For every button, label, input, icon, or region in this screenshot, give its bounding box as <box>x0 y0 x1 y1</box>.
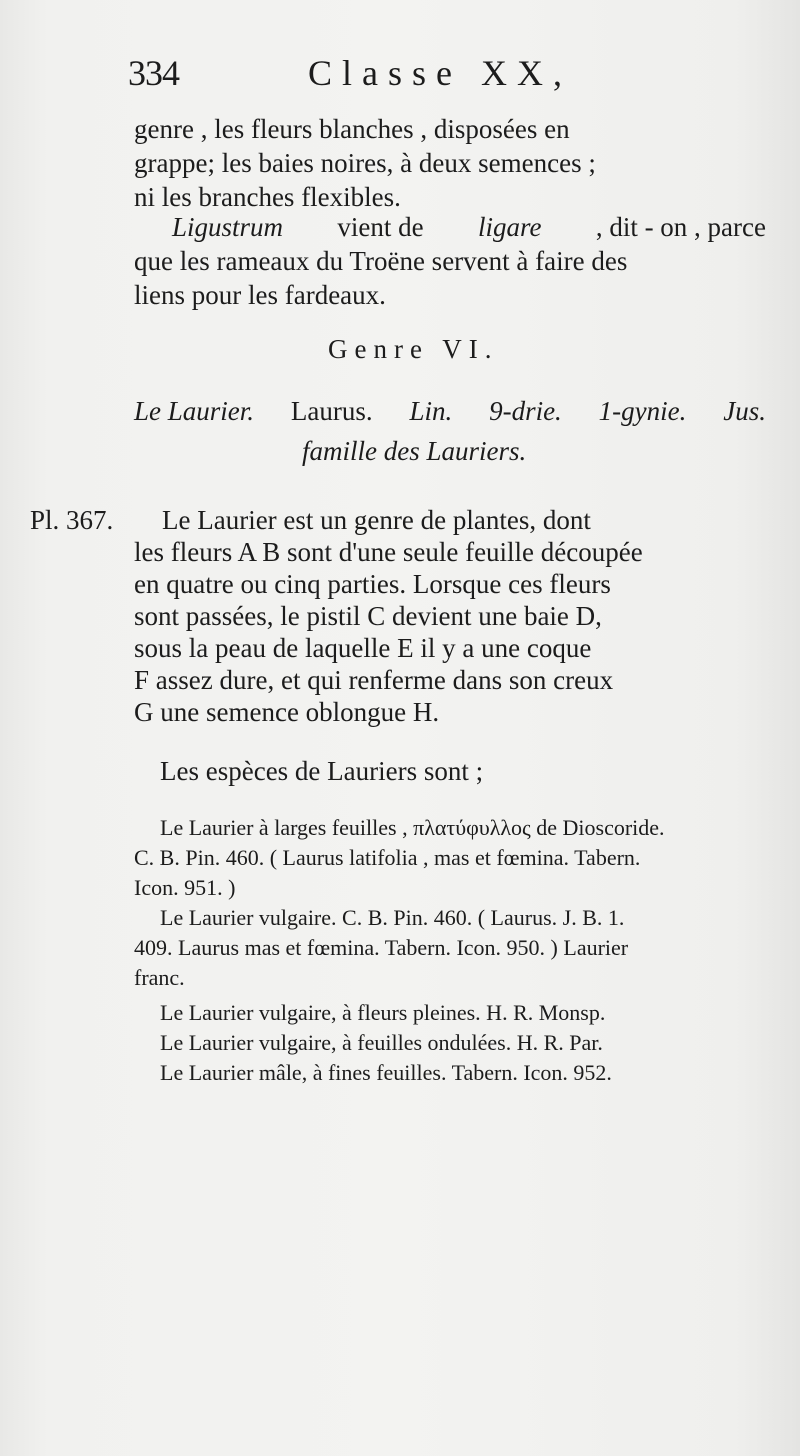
running-title: Classe XX, <box>308 53 572 93</box>
genre-latin: Laurus. <box>290 396 373 426</box>
species-line: Le Laurier mâle, à fines feuilles. Tabern. Icon. 952. <box>160 1060 612 1085</box>
genre-jus: Jus. <box>723 396 766 426</box>
species-heading: Les espèces de Lauriers sont ; <box>160 756 484 786</box>
species-line: Le Laurier vulgaire, à fleurs pleines. H. R. Monsp. <box>160 1000 606 1025</box>
genre-lin: Lin. <box>409 396 453 426</box>
page-number: 334 <box>128 53 179 93</box>
genre-name: Le Laurier. <box>134 396 255 426</box>
text-line: genre , les fleurs blanches , disposées en <box>134 114 570 144</box>
species-line: Le Laurier à larges feuilles , πλατύφυλλος de Dioscoride. <box>160 815 665 840</box>
latin-word: Ligustrum <box>172 212 284 242</box>
text-fragment: , dit - on , parce <box>595 212 766 242</box>
genre-famille: famille des Lauriers. <box>302 436 527 466</box>
genre-gynie: 1-gynie. <box>598 396 687 426</box>
text-line: les fleurs A B sont d'une seule feuille découpée <box>134 537 643 567</box>
species-line: C. B. Pin. 460. ( Laurus latifolia , mas et fœmina. Tabern. <box>134 845 641 870</box>
species-line: Le Laurier vulgaire, à feuilles ondulées. H. R. Par. <box>160 1030 603 1055</box>
text-line: ni les branches flexibles. <box>134 182 401 212</box>
genre-drie: 9-drie. <box>489 396 562 426</box>
plate-reference: Pl. 367. <box>30 505 114 535</box>
page-header <box>128 52 768 102</box>
text-line: grappe; les baies noires, à deux semences ; <box>134 148 596 178</box>
genre-heading: Genre VI. <box>328 334 499 364</box>
species-line: Icon. 951. ) <box>134 875 236 900</box>
text-fragment: vient de <box>337 212 424 242</box>
text-line <box>172 212 766 243</box>
text-line: sont passées, le pistil C devient une baie D, <box>134 601 602 631</box>
species-line: franc. <box>134 965 185 990</box>
genre-description <box>134 396 766 427</box>
latin-word: ligare <box>477 212 542 242</box>
text-line: G une semence oblongue H. <box>134 697 440 727</box>
text-line: Le Laurier est un genre de plantes, dont <box>162 505 591 535</box>
species-line: Le Laurier vulgaire. C. B. Pin. 460. ( Laurus. J. B. 1. <box>160 905 625 930</box>
text-line: liens pour les fardeaux. <box>134 280 386 310</box>
species-line: 409. Laurus mas et fœmina. Tabern. Icon. 950. ) Laurier <box>134 935 629 960</box>
text-line: en quatre ou cinq parties. Lorsque ces fleurs <box>134 569 611 599</box>
text-line: que les rameaux du Troëne servent à faire des <box>134 246 628 276</box>
text-line: F assez dure, et qui renferme dans son creux <box>134 665 614 695</box>
text-line: sous la peau de laquelle E il y a une coque <box>134 633 592 663</box>
